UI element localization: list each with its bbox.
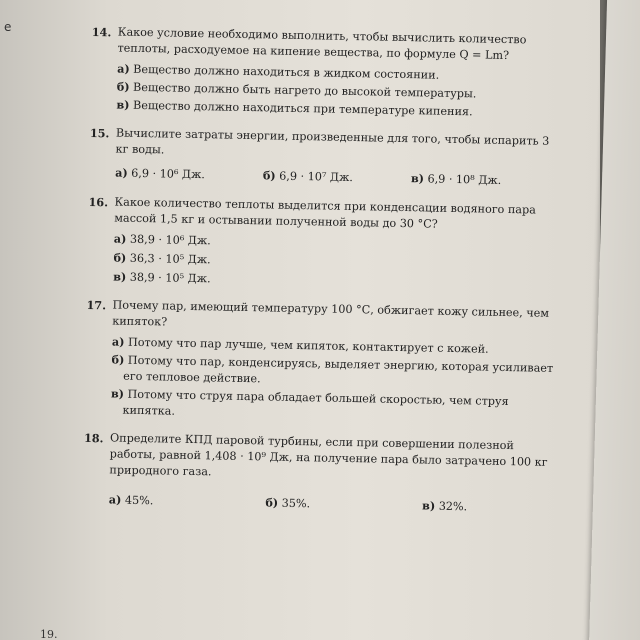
option-label: б) <box>116 79 130 94</box>
question-text: Какое условие необходимо выполнить, чтобы вычислить количество теплоты, расходуемое на кипение вещества, по формуле Q = Lm? <box>117 25 527 63</box>
option-text: Потому что пар лучше, чем кипяток, контактирует с кожей. <box>127 335 489 356</box>
question-text: Какое количество теплоты выделится при конденсации водяного пара массой 1,5 кг и остывании полученной воды до 30 °С? <box>114 195 536 231</box>
question-15 <box>89 125 560 191</box>
option-label: в) <box>110 386 125 401</box>
answer-options <box>116 60 561 122</box>
option-a <box>109 491 154 509</box>
question-18 <box>83 430 554 518</box>
question-14 <box>90 24 562 122</box>
option-text: Вещество должно находиться в жидком состоянии. <box>133 62 440 82</box>
option-text: 6,9 · 10⁸ Дж. <box>427 172 502 187</box>
option-label: а) <box>108 492 122 507</box>
option-label: в) <box>410 171 425 186</box>
option-text: Потому что пар, конденсируясь, выделяет энергию, которая усиливает его тепловое действие. <box>123 353 554 386</box>
option-c <box>411 170 502 189</box>
question-text: Почему пар, имеющий температуру 100 °С, обжигает кожу сильнее, чем кипяток? <box>112 298 550 329</box>
option-text: 45%. <box>124 493 154 508</box>
option-label: б) <box>111 352 125 367</box>
option-a <box>115 164 205 183</box>
question-number: 16. <box>88 194 109 210</box>
option-text: 38,9 · 10⁵ Дж. <box>129 270 211 286</box>
option-text: 6,9 · 10⁷ Дж. <box>279 169 354 185</box>
option-text: Вещество должно быть нагрето до высокой температуры. <box>132 80 477 101</box>
option-text: 36,3 · 10⁵ Дж. <box>129 251 211 267</box>
option-b <box>265 494 310 512</box>
option-label: в) <box>116 97 130 112</box>
option-c <box>422 497 467 515</box>
question-number: 17. <box>86 297 107 313</box>
option-label: б) <box>113 250 127 265</box>
option-text: Вещество должно находиться при температуре кипения. <box>132 98 473 119</box>
option-b <box>263 167 353 186</box>
option-label: а) <box>115 165 128 180</box>
option-text: 6,9 · 10⁶ Дж. <box>131 166 206 182</box>
question-text: Определите КПД паровой турбины, если при совершении полезной работы, равной 1,408 · 10⁹ Дж, на получение пара было затрачено 100 кг природного газа. <box>109 431 548 479</box>
option-label: в) <box>421 498 436 513</box>
question-list <box>82 24 561 530</box>
question-17 <box>84 297 556 427</box>
option-text: 32%. <box>438 499 468 514</box>
question-16 <box>87 194 559 294</box>
answer-options <box>113 230 558 294</box>
question-number: 15. <box>89 125 110 141</box>
answer-options <box>109 490 553 518</box>
option-label: а) <box>111 334 125 349</box>
next-question-fragment: 19. <box>40 628 58 640</box>
option-label: а) <box>113 231 127 246</box>
question-number: 18. <box>83 430 104 446</box>
option-text: 35%. <box>281 496 311 511</box>
option-text: 38,9 · 10⁶ Дж. <box>129 232 211 248</box>
answer-options <box>115 163 559 191</box>
question-text: Вычислите затраты энергии, произведенные для того, чтобы испарить 3 кг воды. <box>115 126 550 157</box>
option-label: а) <box>117 61 130 76</box>
corner-text-fragment: е <box>4 20 12 34</box>
option-label: в) <box>113 269 127 284</box>
option-label: б) <box>265 495 279 510</box>
option-label: б) <box>262 168 276 183</box>
answer-options <box>110 333 556 427</box>
option-text: Потому что струя пара обладает большей скоростью, чем струя кипятка. <box>122 387 509 418</box>
question-number: 14. <box>91 24 112 40</box>
